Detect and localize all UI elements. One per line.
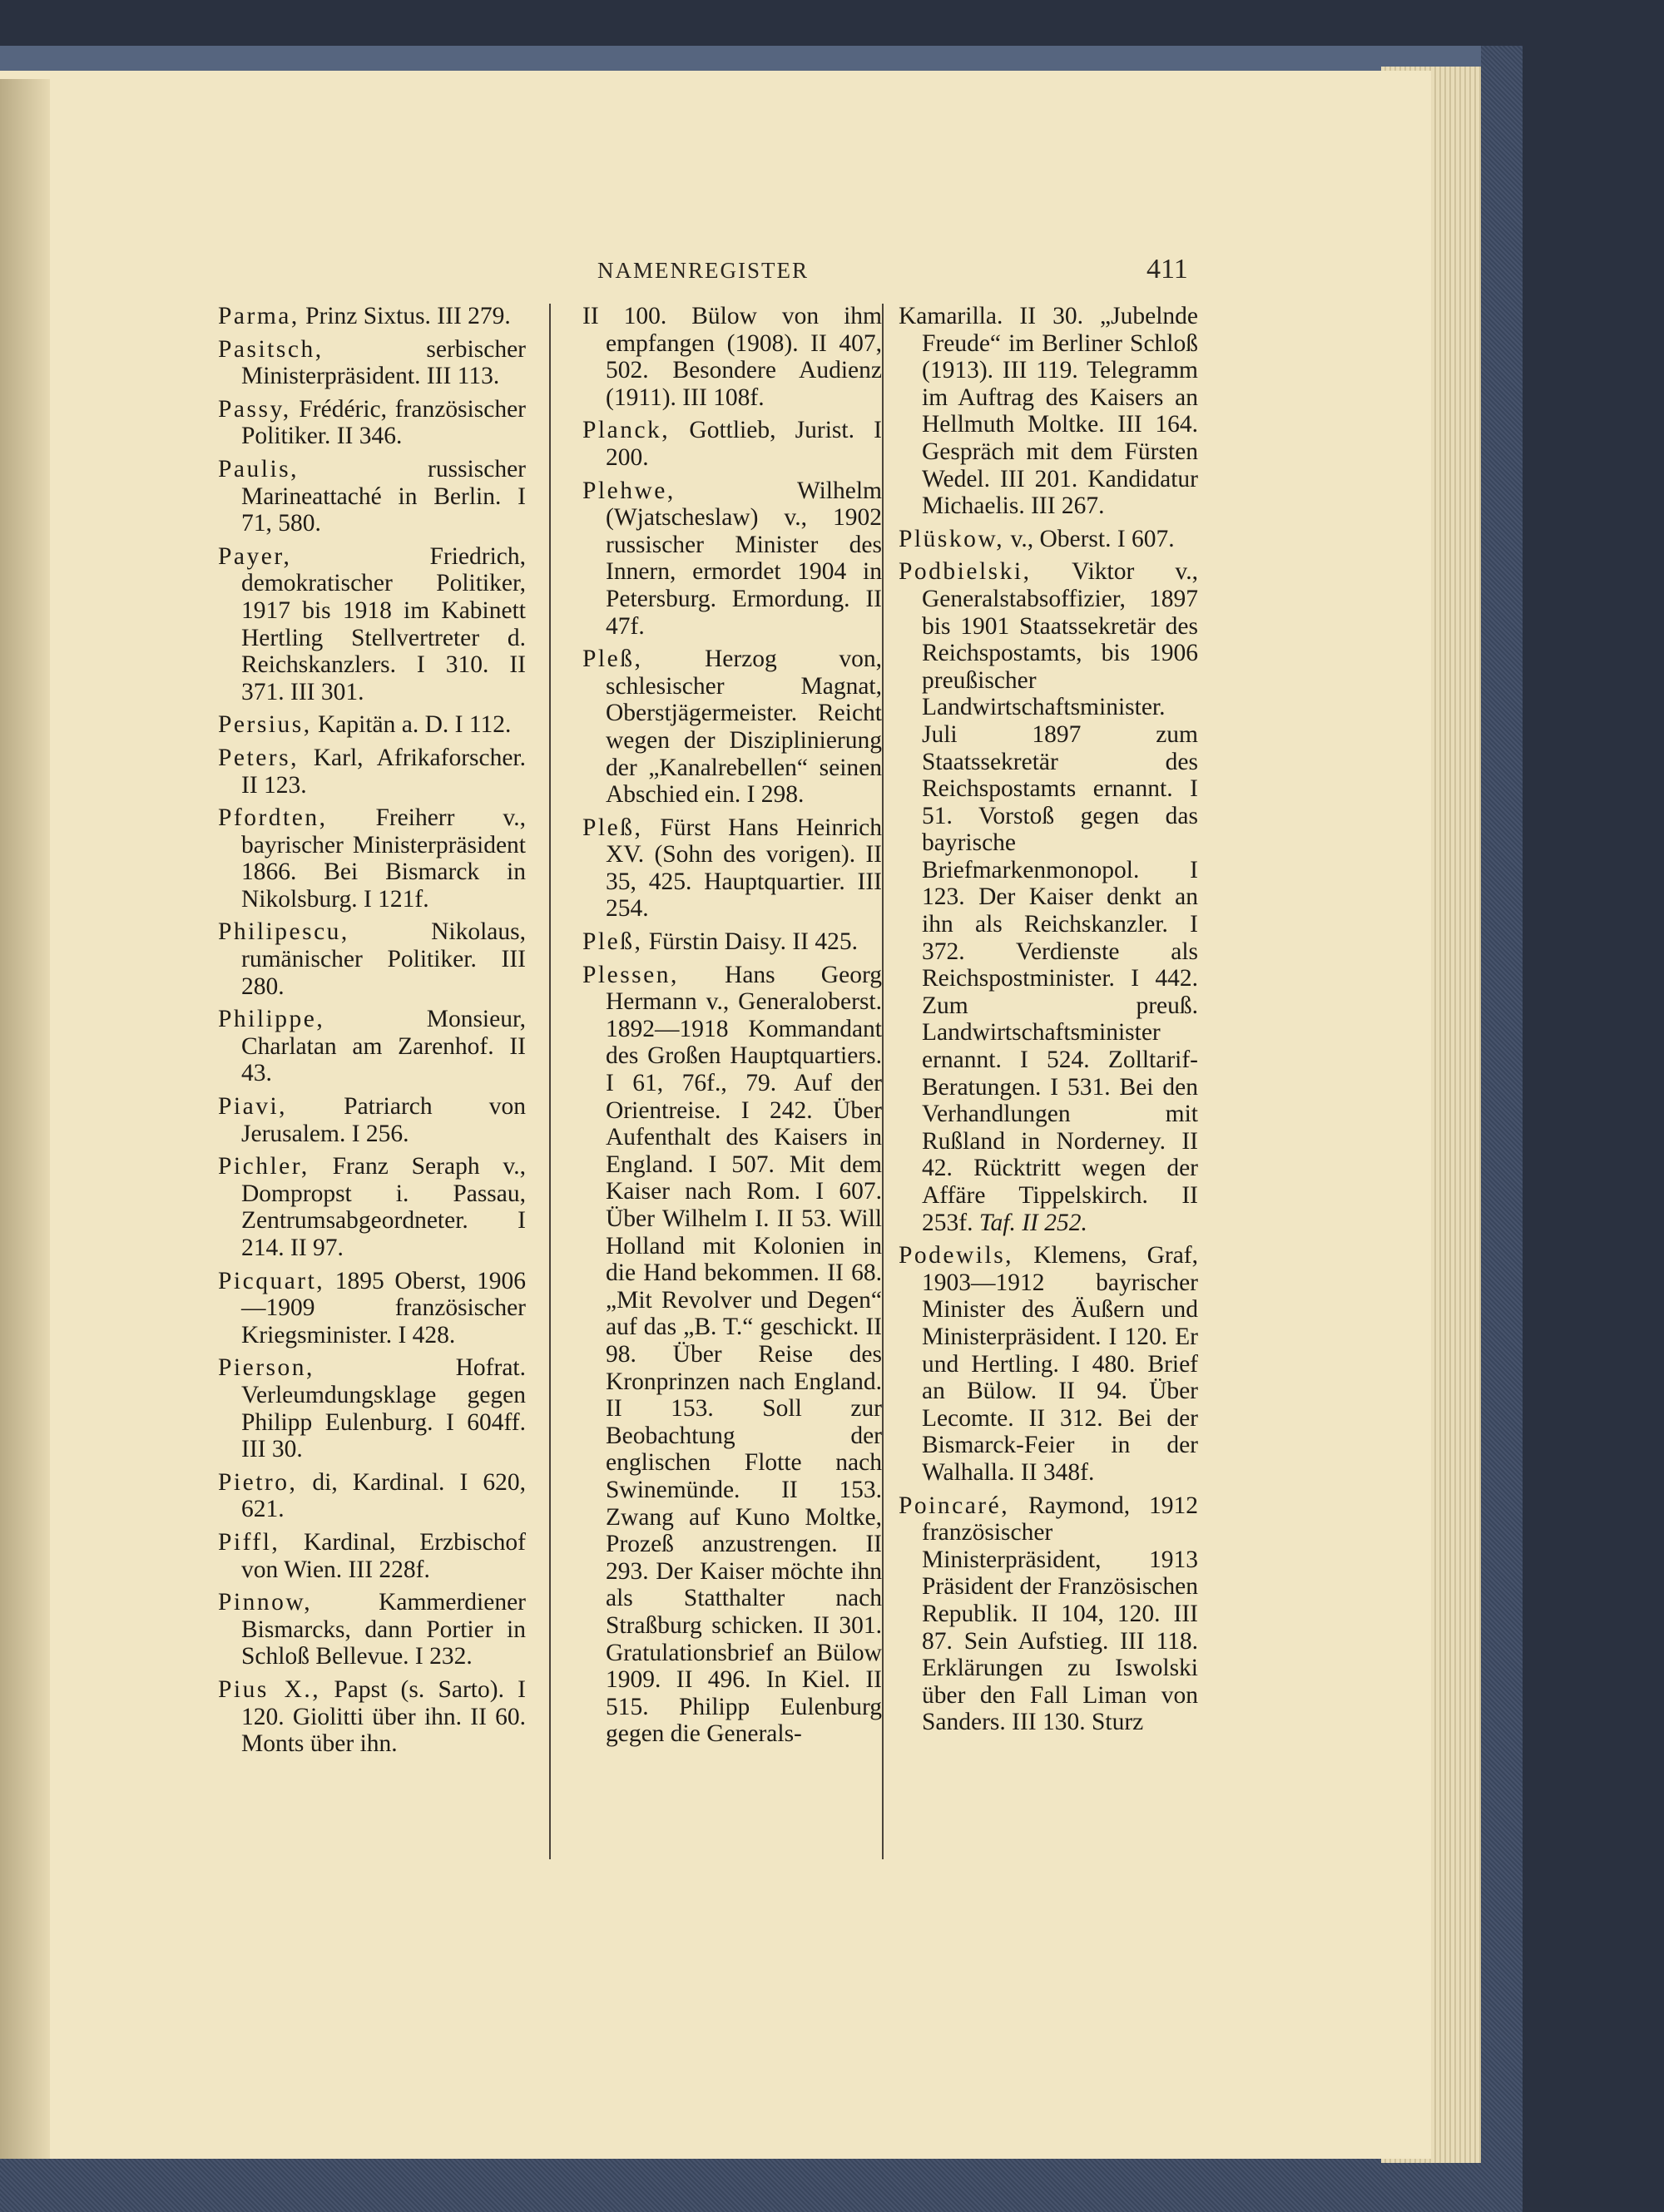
entry-name: Podewils,: [899, 1242, 1014, 1269]
entry-name: Picquart,: [218, 1267, 325, 1294]
index-column-1: [218, 303, 526, 1764]
entry-text: Prinz Sixtus. III 279.: [305, 303, 511, 329]
index-entry: [582, 646, 882, 809]
index-entry: [218, 711, 526, 739]
column-rule: [882, 304, 884, 1859]
entry-name: Philipescu,: [218, 918, 349, 946]
entry-name: Parma,: [218, 303, 300, 329]
entry-text: Wilhelm (Wjatscheslaw) v., 1902 russischer Minister des Innern, ermordet 1904 in Petersburg. Ermordung. II 47f.: [606, 477, 882, 640]
entry-name: Peters,: [218, 744, 299, 771]
index-entry: [218, 745, 526, 799]
index-entry: [218, 1006, 526, 1087]
entry-text: Kapitän a. D. I 112.: [317, 711, 512, 739]
index-entry: [218, 396, 526, 450]
entry-name: Poincaré,: [899, 1492, 1010, 1519]
entry-text: Klemens, Graf, 1903—1912 bayrischer Minister des Äußern und Ministerpräsident. I 120. Er und Hertling. I 480. Brief an Bülow. II 94. Über Lecomte. II 312. Bei der Bismarck-Feier in der Walhalla. II 348f.: [922, 1242, 1198, 1486]
entry-text: Frédéric, französischer Politiker. II 346.: [241, 395, 526, 450]
entry-text: Fürst Hans Heinrich XV. (Sohn des vorigen). II 35, 425. Hauptquartier. III 254.: [606, 814, 882, 923]
entry-text: II 100. Bülow von ihm empfangen (1908). II 407, 502. Besondere Audienz (1911). III 108f.: [582, 303, 882, 411]
index-entry: [218, 1589, 526, 1670]
entry-text: di, Kardinal. I 620, 621.: [241, 1468, 526, 1523]
entry-name: Podbielski,: [899, 558, 1032, 586]
index-entry: [218, 1676, 526, 1758]
entry-name: Pierson,: [218, 1354, 314, 1382]
entry-text: Hofrat. Verleumdungsklage gegen Philipp Eulenburg. I 604ff. III 30.: [241, 1354, 526, 1463]
entry-text: 1895 Oberst, 1906—1909 französischer Kriegsminister. I 428.: [241, 1267, 526, 1348]
index-entry: [218, 336, 526, 390]
entry-name: Plessen,: [582, 961, 679, 988]
index-entry: [218, 1354, 526, 1462]
entry-name: Piavi,: [218, 1093, 288, 1121]
entry-name: Pleß,: [582, 928, 643, 956]
index-entry: [218, 456, 526, 537]
index-column-3: [899, 303, 1198, 1742]
entry-name: Plehwe,: [582, 477, 676, 504]
entry-plate-reference: Taf. II 252.: [978, 1209, 1087, 1236]
entry-name: Passy,: [218, 395, 291, 423]
entry-name: Paulis,: [218, 455, 299, 482]
entry-text: Gottlieb, Jurist. I 200.: [606, 417, 882, 471]
entry-name: Persius,: [218, 711, 312, 739]
index-entry: [218, 1093, 526, 1147]
index-entry: [218, 804, 526, 913]
entry-text: Papst (s. Sarto). I 120. Giolitti über ihn. II 60. Monts über ihn.: [241, 1675, 527, 1758]
entry-text: Kamarilla. II 30. „Jubelnde Freude“ im Berliner Schloß (1913). III 119. Telegramm im Auftrag des Kaisers an Hellmuth Moltke. III 164. Gespräch mit dem Fürsten Wedel. III 201. Kandidatur Michaelis. III 267.: [899, 303, 1198, 520]
index-entry-continued: [582, 303, 882, 411]
index-entry: [899, 1492, 1198, 1736]
entry-text: Nikolaus, rumänischer Politiker. III 280.: [241, 918, 526, 1000]
entry-name: Planck,: [582, 417, 671, 444]
entry-name: Philippe,: [218, 1006, 325, 1033]
entry-text: Freiherr v., bayrischer Ministerpräsident 1866. Bei Bismarck in Nikolsburg. I 121f.: [241, 804, 526, 913]
entry-text: Karl, Afrikaforscher. II 123.: [241, 744, 527, 799]
entry-name: Pinnow,: [218, 1589, 313, 1616]
index-entry: [582, 814, 882, 923]
entry-name: Pichler,: [218, 1153, 310, 1180]
entry-text: Viktor v., Generalstabsoffizier, 1897 bis 1901 Staatssekretär des Reichspostamts, bis 1906 preußischer Landwirtschaftsminister. Juli 1897 zum Staatssekretär des Reichspostamts ernannt. I 51. Vorstoß gegen das bayrische Briefmarkenmonopol. I 123. Der Kaiser denkt an ihn als Reichskanzler. I 372. Verdienste als Reichspostminister. I 442. Zum preuß. Landwirtschaftsminister ernannt. I 524. Zolltarif-Beratungen. I 531. Bei den Verhandlungen mit Rußland in Norderney. II 42. Rücktritt wegen der Affäre Tippelskirch. II 253f.: [922, 558, 1198, 1236]
entry-name: Piffl,: [218, 1528, 280, 1556]
running-head: NAMENREGISTER: [597, 258, 809, 283]
entry-name: Pleß,: [582, 814, 643, 841]
entry-text: russischer Marineattaché in Berlin. I 71, 580.: [241, 455, 526, 537]
index-entry: [218, 918, 526, 1000]
entry-name: Pasitsch,: [218, 335, 324, 363]
entry-text: Friedrich, demokratischer Politiker, 1917 bis 1918 im Kabinett Hertling Stellvertreter d. Reichskanzlers. I 310. II 371. III 301.: [241, 542, 526, 705]
entry-name: Payer,: [218, 542, 292, 570]
entry-name: Pietro,: [218, 1468, 298, 1496]
index-entry: [218, 543, 526, 706]
index-entry: [218, 1469, 526, 1523]
entry-text: Kardinal, Erzbischof von Wien. III 228f.: [241, 1528, 526, 1583]
entry-text: Raymond, 1912 französischer Ministerpräsident, 1913 Präsident der Französischen Republik. II 104, 120. III 87. Sein Aufstieg. III 118. Erklärungen zu Iswolski über den Fall Liman von Sanders. III 130. Sturz: [922, 1492, 1198, 1736]
entry-name: Pfordten,: [218, 804, 328, 832]
page-number: 411: [1146, 254, 1188, 285]
index-entry: [218, 303, 526, 330]
entry-text: serbischer Ministerpräsident. III 113.: [241, 335, 526, 390]
index-entry: [218, 1268, 526, 1349]
entry-name: Plüskow,: [899, 525, 1005, 552]
entry-text: Franz Seraph v., Dompropst i. Passau, Zentrumsabgeordneter. I 214. II 97.: [241, 1153, 527, 1261]
entry-text: Monsieur, Charlatan am Zarenhof. II 43.: [241, 1006, 526, 1087]
previous-page-edge: [0, 79, 50, 2159]
index-entry: [218, 1153, 526, 1261]
column-rule: [549, 304, 551, 1859]
entry-name: Pius X.,: [218, 1675, 321, 1703]
index-entry: [582, 417, 882, 471]
entry-text: v., Oberst. I 607.: [1010, 525, 1175, 552]
index-entry: [218, 1529, 526, 1583]
index-entry: [582, 928, 882, 956]
index-entry: [899, 558, 1198, 1236]
index-entry: [582, 962, 882, 1748]
entry-text: Fürstin Daisy. II 425.: [648, 928, 858, 956]
entry-text: Kammerdiener Bismarcks, dann Portier in Schloß Bellevue. I 232.: [241, 1589, 526, 1670]
index-entry: [899, 1242, 1198, 1486]
index-column-2: [582, 303, 882, 1754]
index-entry: [582, 478, 882, 641]
entry-text: Herzog von, schlesischer Magnat, Oberstjägermeister. Reicht wegen der Disziplinierung der „Kanalrebellen“ seinen Abschied ein. I 298.: [606, 646, 882, 809]
entry-text: Patriarch von Jerusalem. I 256.: [241, 1093, 526, 1147]
entry-name: Pleß,: [582, 646, 643, 673]
index-entry-continued: [899, 303, 1198, 520]
entry-text: Hans Georg Hermann v., Generaloberst. 1892—1918 Kommandant des Großen Hauptquartiers. I 61, 76f., 79. Auf der Orientreise. I 242. Über Aufenthalt des Kaisers in England. I 507. Mit dem Kaiser nach Rom. I 607. Über Wilhelm I. II 53. Will Holland mit Kolonien in die Hand bekommen. II 68. „Mit Revolver und Degen“ auf das „B. T.“ geschickt. II 98. Über Reise des Kronprinzen nach England. II 153. Soll zur Beobachtung der englischen Flotte nach Swinemünde. II 153. Zwang auf Kuno Moltke, Prozeß anzustrengen. II 293. Der Kaiser möchte ihn als Statthalter nach Straßburg schicken. II 301. Gratulationsbrief an Bülow 1909. II 496. In Kiel. II 515. Philipp Eulenburg gegen die Generals-: [606, 961, 882, 1748]
index-entry: [899, 526, 1198, 553]
